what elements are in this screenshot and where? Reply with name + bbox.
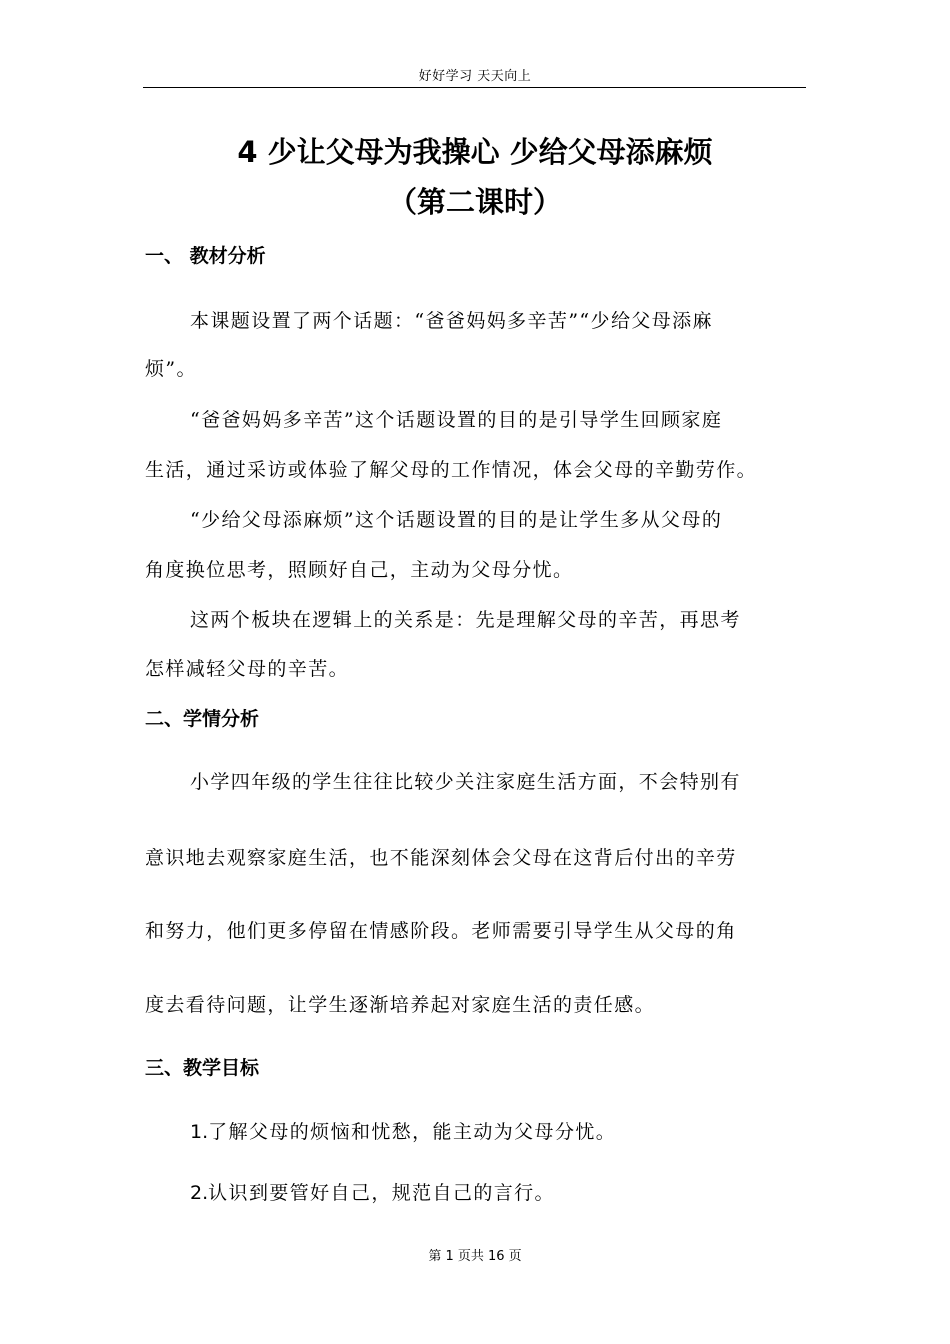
paragraph-line: 小学四年级的学生往往比较少关注家庭生活方面，不会特别有 <box>190 771 741 793</box>
document-subtitle: （第二课时） <box>387 185 562 219</box>
objective-number: 2. <box>190 1182 209 1204</box>
document-title: 4 少让父母为我操心 少给父母添麻烦 <box>237 135 713 169</box>
paragraph-line: 意识地去观察家庭生活，也不能深刻体会父母在这背后付出的辛劳 <box>145 847 737 869</box>
objective-item <box>190 1180 555 1206</box>
paragraph-line: “少给父母添麻烦”这个话题设置的目的是让学生多从父母的 <box>190 509 723 531</box>
objective-number: 1. <box>190 1121 209 1143</box>
paragraph-line: 度去看待问题，让学生逐渐培养起对家庭生活的责任感。 <box>145 994 656 1016</box>
objective-item <box>190 1119 616 1145</box>
paragraph-line: 角度换位思考，照顾好自己，主动为父母分忧。 <box>145 559 574 581</box>
section-heading-learner-analysis: 二、学情分析 <box>145 708 260 730</box>
paragraph-line: “爸爸妈妈多辛苦”这个话题设置的目的是引导学生回顾家庭 <box>190 409 723 431</box>
page-header: 好好学习 天天向上 <box>418 69 532 84</box>
objective-text: 了解父母的烦恼和忧愁，能主动为父母分忧。 <box>208 1121 617 1143</box>
objective-text: 认识到要管好自己，规范自己的言行。 <box>208 1182 555 1204</box>
header-rule <box>143 87 806 88</box>
paragraph-line: 这两个板块在逻辑上的关系是：先是理解父母的辛苦，再思考 <box>190 609 741 631</box>
page-footer: 第 1 页共 16 页 <box>428 1249 522 1264</box>
paragraph-line: 生活，通过采访或体验了解父母的工作情况，体会父母的辛勤劳作。 <box>145 459 758 481</box>
paragraph-line: 怎样减轻父母的辛苦。 <box>145 658 350 680</box>
paragraph-line: 和努力，他们更多停留在情感阶段。老师需要引导学生从父母的角 <box>145 920 737 942</box>
paragraph-line: 本课题设置了两个话题：“爸爸妈妈多辛苦”“少给父母添麻 <box>190 310 713 332</box>
paragraph-line: 烦”。 <box>145 358 197 380</box>
section-heading-teaching-objectives: 三、教学目标 <box>145 1057 260 1079</box>
section-heading-textbook-analysis: 一、 教材分析 <box>145 245 266 267</box>
